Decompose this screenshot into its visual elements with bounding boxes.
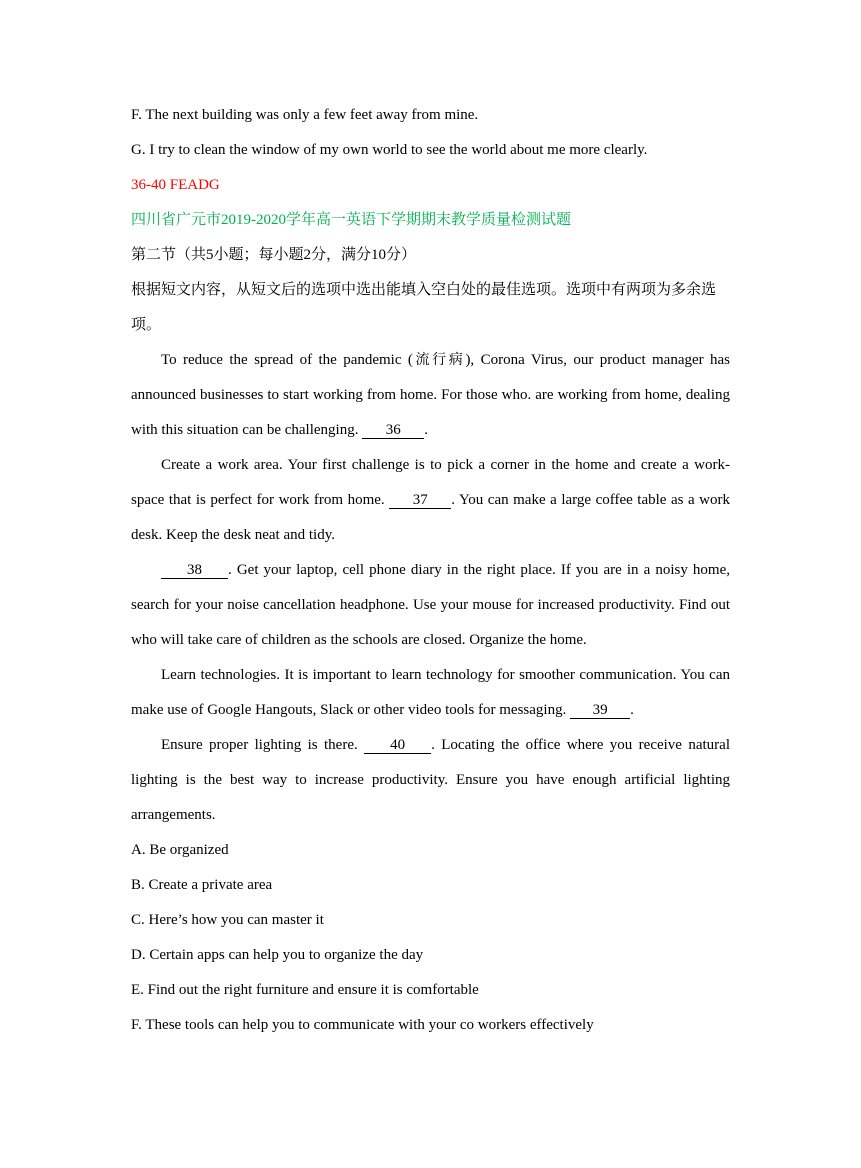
instructions-line-1: 根据短文内容，从短文后的选项中选出能填入空白处的最佳选项。选项中有两项为多余选 <box>131 282 717 298</box>
blank-37: 37 <box>389 492 451 509</box>
p2-text-b: . You can make a large coffee table as a work desk. Keep the desk neat and tidy. <box>131 492 730 543</box>
prev-option-f: F. The next building was only a few feet away from mine. <box>131 107 479 123</box>
option-b: B. Create a private area <box>131 877 273 893</box>
option-d: D. Certain apps can help you to organize the day <box>131 947 424 963</box>
option-f: F. These tools can help you to communicate with your co workers effectively <box>131 1017 594 1033</box>
p5-text-b: . Locating the office where you receive natural lighting is the best way to increase productivity. Ensure you have enough artificial lighting arrangements. <box>131 737 730 823</box>
passage-paragraph-3 <box>131 553 730 658</box>
blank-39: 39 <box>570 702 630 719</box>
instructions-line-2: 项。 <box>131 317 162 333</box>
p2-text-a: Create a work area. Your first challenge is to pick a corner in the home and create a work-space that is perfect for work from home. <box>131 457 730 508</box>
passage-paragraph-1 <box>131 343 730 448</box>
blank-40: 40 <box>364 737 431 754</box>
prev-answer-key: 36-40 FEADG <box>131 177 220 193</box>
passage-paragraph-2 <box>131 448 730 553</box>
option-c: C. Here’s how you can master it <box>131 912 324 928</box>
option-a: A. Be organized <box>131 842 229 858</box>
option-e: E. Find out the right furniture and ensure it is comfortable <box>131 982 479 998</box>
p1-chinese-gloss: 流行病 <box>412 352 466 368</box>
p1-text-b: ), Corona Virus, our product manager has announced businesses to start working from home. For those who. are working from home, dealing with this situation can be challenging. <box>131 352 731 438</box>
passage-paragraph-4 <box>131 658 730 728</box>
p5-text-a: Ensure proper lighting is there. <box>161 737 358 753</box>
document-page <box>131 98 730 1043</box>
p4-text-a: Learn technologies. It is important to learn technology for smoother communication. You can make use of Google Hangouts, Slack or other video tools for messaging. <box>131 667 730 718</box>
blank-38: 38 <box>161 562 228 579</box>
blank-36: 36 <box>362 422 424 439</box>
p1-text-a: To reduce the spread of the pandemic ( <box>161 352 413 368</box>
passage-paragraph-5 <box>131 728 730 833</box>
prev-option-g: G. I try to clean the window of my own world to see the world about me more clearly. <box>131 142 648 158</box>
p1-end: . <box>424 422 428 438</box>
p4-end: . <box>630 702 634 718</box>
source-title: 四川省广元市2019-2020学年高一英语下学期期末教学质量检测试题 <box>131 212 571 228</box>
section-title: 第二节（共5小题；每小题2分，满分10分） <box>131 247 417 263</box>
p3-text-b: . Get your laptop, cell phone diary in the right place. If you are in a noisy home, search for your noise cancellation headphone. Use your mouse for increased productivity. Find out who will take care of children as the schools are closed. Organize the home. <box>131 562 730 648</box>
